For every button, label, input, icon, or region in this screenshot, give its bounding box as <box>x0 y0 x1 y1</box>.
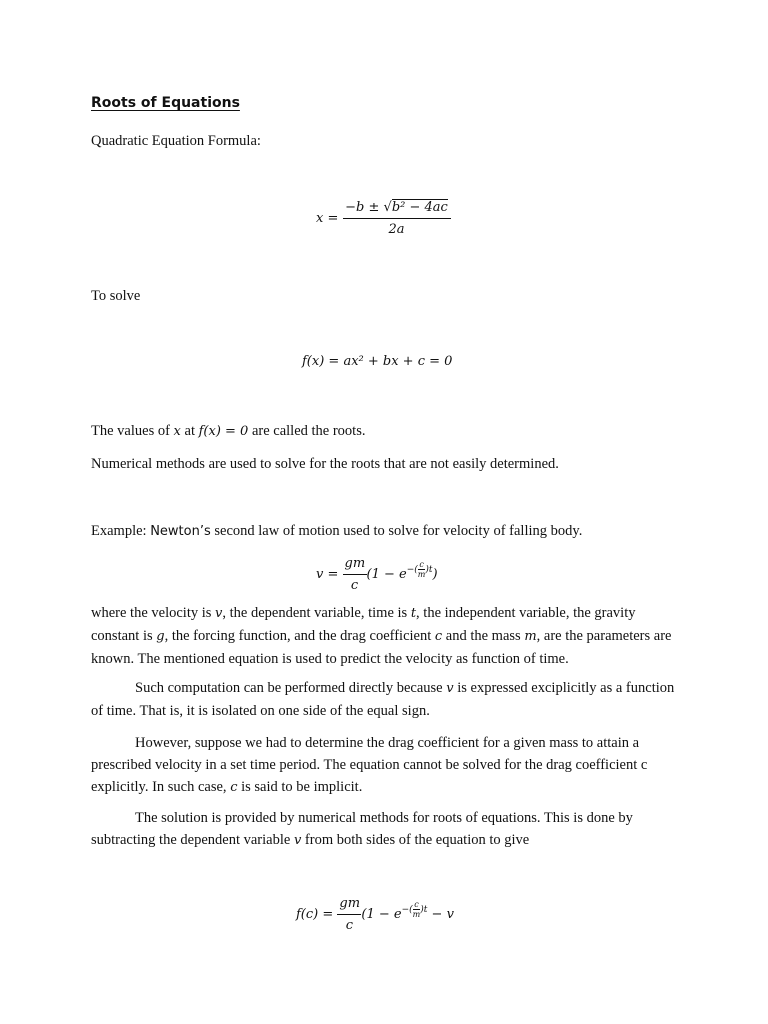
numerical-paragraph: Numerical methods are used to solve for the roots that are not easily determined. <box>91 456 559 472</box>
quadratic-formula <box>316 200 451 237</box>
where-text-3: , the independent variable, the gravity constant is <box>91 605 636 644</box>
quadratic-numerator <box>343 200 451 219</box>
roots-text-c: are called the roots. <box>248 423 366 439</box>
fc-lhs: f(c) = <box>296 907 334 922</box>
roots-text-a: The values of <box>91 423 174 439</box>
polynomial-equation: f(x) = ax² + bx + c = 0 <box>302 354 453 369</box>
fc-tail: − v <box>427 907 454 922</box>
fc-exp-close: )t <box>420 905 428 915</box>
velocity-lhs: v = <box>316 567 339 582</box>
such-paragraph <box>91 677 681 722</box>
fc-equation <box>296 896 454 933</box>
where-var-t: t <box>410 606 417 621</box>
where-text-6: , are the parameters are known. The mentioned equation is used to predict the velocity as function of time. <box>91 628 672 667</box>
where-text-1: where the velocity is <box>91 605 216 621</box>
velocity-exp-den: m <box>417 570 426 579</box>
quadratic-radicand: b² − 4ac <box>391 200 448 215</box>
fc-exp-num: c <box>414 900 419 909</box>
velocity-exp-neg: −( <box>406 565 418 575</box>
where-var-c: c <box>434 629 443 644</box>
where-text-5: and the mass <box>442 628 525 644</box>
where-var-v: v <box>215 606 223 621</box>
however-text-1: However, suppose we had to determine the drag coefficient for a given mass to attain a prescribed velocity in a set time period. The equation cannot be solved for the drag coefficient c explicitly. In such case, <box>91 735 648 795</box>
such-text-1: Such computation can be performed directly because <box>135 680 447 696</box>
fc-numerator: gm <box>337 896 361 915</box>
solution-text-1: The solution is provided by numerical methods for roots of equations. This is done by subtracting the dependent variable <box>91 810 633 848</box>
fc-fraction <box>337 896 361 933</box>
example-newton: Newton’s <box>150 524 211 539</box>
quadratic-label: Quadratic Equation Formula: <box>91 133 261 149</box>
however-paragraph <box>91 732 681 799</box>
velocity-numerator: gm <box>343 556 367 575</box>
such-text-2: is expressed exciplicitly as a function of time. That is, it is isolated on one side of the equal sign. <box>91 680 675 719</box>
fc-denominator: c <box>345 918 354 933</box>
fc-open: (1 − e <box>361 907 402 922</box>
fc-exp-neg: −( <box>401 905 413 915</box>
velocity-close: ) <box>432 567 438 582</box>
velocity-fraction <box>343 556 367 593</box>
example-paragraph <box>91 520 681 543</box>
velocity-equation <box>316 556 438 593</box>
fc-exp-den: m <box>412 910 421 919</box>
roots-paragraph <box>91 420 681 443</box>
roots-fx0: f(x) = 0 <box>198 424 249 439</box>
velocity-open: (1 − e <box>366 567 407 582</box>
solution-text-2: from both sides of the equation to give <box>301 832 530 848</box>
page-title: Roots of Equations <box>91 95 240 111</box>
to-solve-label: To solve <box>91 288 141 304</box>
quadratic-lhs: x = <box>316 211 339 226</box>
however-var-c: c <box>230 780 238 795</box>
where-text-4: , the forcing function, and the drag coefficient <box>164 628 435 644</box>
velocity-exp-num: c <box>419 560 424 569</box>
quadratic-denominator: 2a <box>388 222 405 237</box>
roots-text-b: at <box>180 423 199 439</box>
fc-exponent <box>401 900 428 919</box>
velocity-denominator: c <box>350 578 359 593</box>
velocity-exp-close: )t <box>425 565 433 575</box>
however-text-2: is said to be implicit. <box>237 779 363 795</box>
example-text-b: second law of motion used to solve for velocity of falling body. <box>210 523 583 539</box>
sqrt-symbol: √ <box>383 200 392 215</box>
quadratic-fraction <box>343 200 451 237</box>
quadratic-numerator-pre: −b ± <box>345 200 384 215</box>
where-var-m: m <box>524 629 537 644</box>
roots-var-x: x <box>173 424 181 439</box>
solution-paragraph <box>91 807 681 852</box>
velocity-exponent <box>406 560 433 579</box>
example-text-a: Example: <box>91 523 151 539</box>
where-paragraph <box>91 602 681 670</box>
where-var-g: g <box>156 629 165 644</box>
where-text-2: , the dependent variable, time is <box>222 605 411 621</box>
such-var-v: v <box>446 681 454 696</box>
solution-var-v: v <box>293 833 302 848</box>
